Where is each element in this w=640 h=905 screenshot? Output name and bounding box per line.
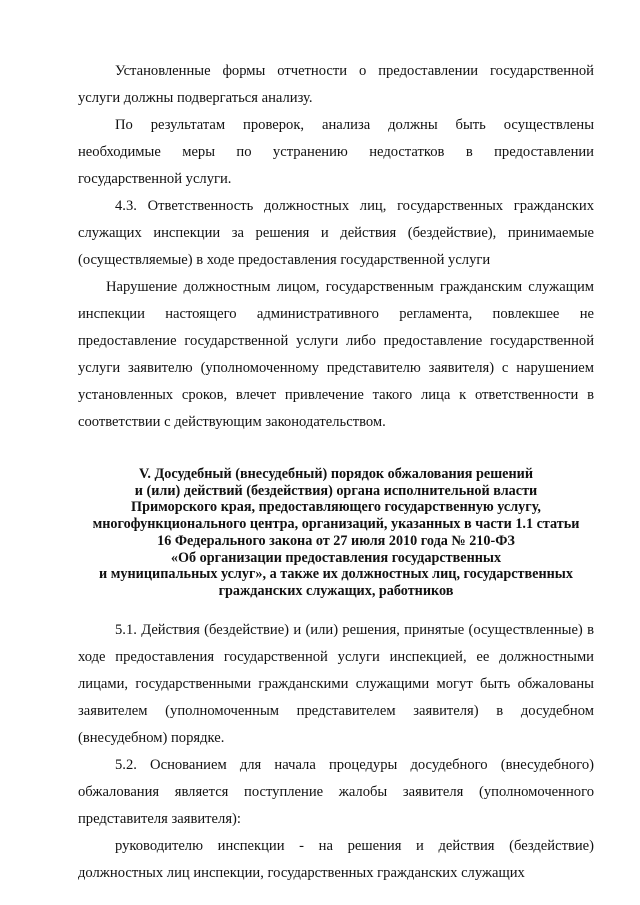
document-body [78,58,594,887]
heading-line: гражданских служащих, работников [218,582,454,599]
paragraph-violation-liability: Нарушение должностным лицом, государственным гражданским служащим инспекции настоящего административного регламента, повлекшее не предоставление государственной услуги либо предоставление государственной услуги заявителю (уполномоченному представителю заявителя) с нарушением установленных сроков, влечет привлечение такого лица к ответственности в соответствии с действующим законодательством. [78,279,594,430]
heading-line: «Об организации предоставления государственных [170,549,502,566]
paragraph-section-5-2: 5.2. Основанием для начала процедуры досудебного (внесудебного) обжалования является поступление жалобы заявителя (уполномоченного представителя заявителя): [78,756,594,827]
heading-line: V. Досудебный (внесудебный) порядок обжалования решений [139,466,533,482]
section-5-heading [78,466,594,600]
heading-line: 16 Федерального закона от 27 июля 2010 года № 210-ФЗ [157,532,515,549]
paragraph-section-5-1: 5.1. Действия (бездействие) и (или) решения, принятые (осуществленные) в ходе предоставления государственной услуги инспекцией, ее должностными лицами, государственными гражданскими служащими могут быть обжалованы заявителем (уполномоченным представителем заявителя) в досудебном (внесудебном) порядке. [78,621,594,746]
heading-line: и муниципальных услуг», а также их должностных лиц, государственных [99,566,573,583]
heading-line: Приморского края, предоставляющего государственную услугу, [131,499,541,516]
heading-line: многофункционального центра, организаций, указанных в части 1.1 статьи [92,516,580,533]
paragraph-report-analysis: Установленные формы отчетности о предоставлении государственной услуги должны подвергаться анализу. [78,63,594,106]
paragraph-head-of-inspection: руководителю инспекции - на решения и действия (бездействие) должностных лиц инспекции, государственных гражданских служащих [78,837,594,881]
paragraph-section-4-3: 4.3. Ответственность должностных лиц, государственных гражданских служащих инспекции за решения и действия (бездействие), принимаемые (осуществляемые) в ходе предоставления государственной услуги [78,198,594,268]
heading-line: и (или) действий (бездействия) органа исполнительной власти [134,482,538,499]
paragraph-inspection-results: По результатам проверок, анализа должны быть осуществлены необходимые меры по устранению недостатков в предоставлении государственной услуги. [78,117,594,187]
